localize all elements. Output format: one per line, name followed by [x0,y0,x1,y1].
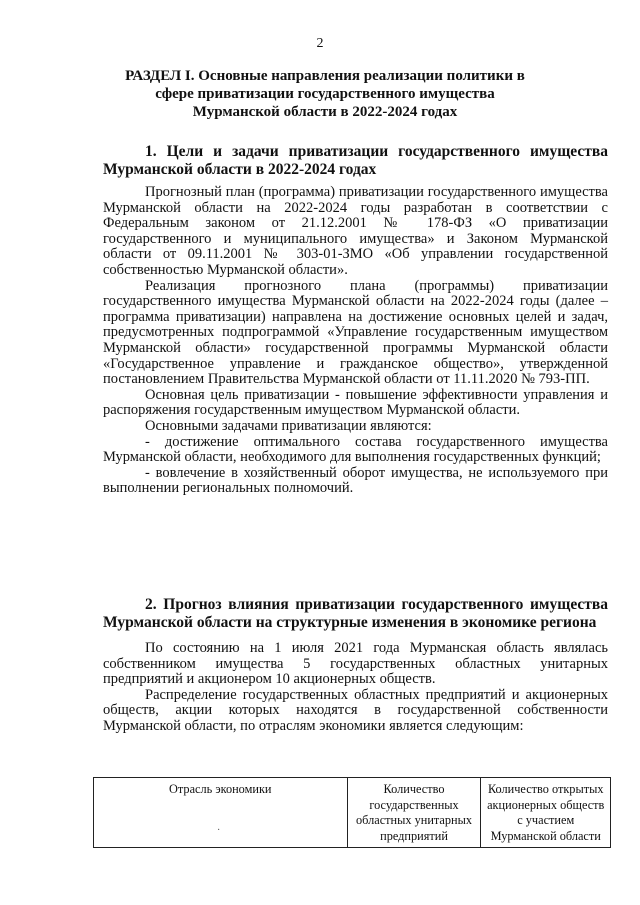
heading-number: 1. [145,143,157,160]
list-item: - достижение оптимального состава государственного имущества Мурманской области, необходимого для выполнения государственных функций; [103,433,608,466]
section-title: РАЗДЕЛ I. Основные направления реализации политики в сфере приватизации государственного имущества Мурманской области в 2022-2024 годах [125,68,525,120]
section2-body [103,641,608,735]
paragraph: Основная цель приватизации - повышение эффективности управления и распоряжения государственным имуществом Мурманской области. [103,386,608,419]
table-header-cell: Количество государственных областных унитарных предприятий [347,778,481,848]
paragraph: По состоянию на 1 июля 2021 года Мурманская область являлась собственником имущества 5 государственных областных унитарных предприятий и акционером 10 акционерных обществ. [103,640,608,688]
list-item: - вовлечение в хозяйственный оборот имущества, не используемого при выполнении региональных полномочий. [103,464,608,497]
paragraph: Основными задачами приватизации являются: [145,417,432,434]
heading-number: 2. [145,596,157,613]
heading-goals [103,143,608,179]
table-header-cell: Отрасль экономики [94,778,348,848]
page-number: 2 [316,36,324,51]
section1-body [103,185,608,497]
heading-text: Цели и задачи приватизации государственного имущества Мурманской области в 2022-2024 годах [103,143,608,178]
paragraph: Прогнозный план (программа) приватизации государственного имущества Мурманской области на 2022-2024 годы разработан в соответствии с Федеральным законом от 21.12.2001 № 178-ФЗ «О приватизации государственного и муниципального имущества» и Законом Мурманской области от 09.11.2001 № 303-01-ЗМО «Об управлении государственной собственностью Мурманской области». [103,184,608,278]
table-header-cell: Количество открытых акционерных обществ с участием Мурманской области [481,778,611,848]
economy-sectors-table [93,777,611,848]
paragraph: Распределение государственных областных предприятий и акционерных обществ, акции которых находятся в государственной собственности Мурманской области, по отраслям экономики является следующим: [103,686,608,734]
table-header-row [94,778,611,848]
heading-forecast [103,596,608,632]
paragraph: Реализация прогнозного плана (программы) приватизации государственного имущества Мурманской области на 2022-2024 годы (далее – программа приватизации) направлена на достижение основных целей и задач, предусмотренных подпрограммой «Управление государственным имуществом Мурманской области» государственной программы Мурманской области «Государственное управление и гражданское общество», утвержденной постановлением Правительства Мурманской области от 11.11.2020 № 793-ПП. [103,277,608,388]
heading-text: Прогноз влияния приватизации государственного имущества Мурманской области на структурные изменения в экономике региона [103,596,609,631]
scan-speck: · [217,825,221,836]
